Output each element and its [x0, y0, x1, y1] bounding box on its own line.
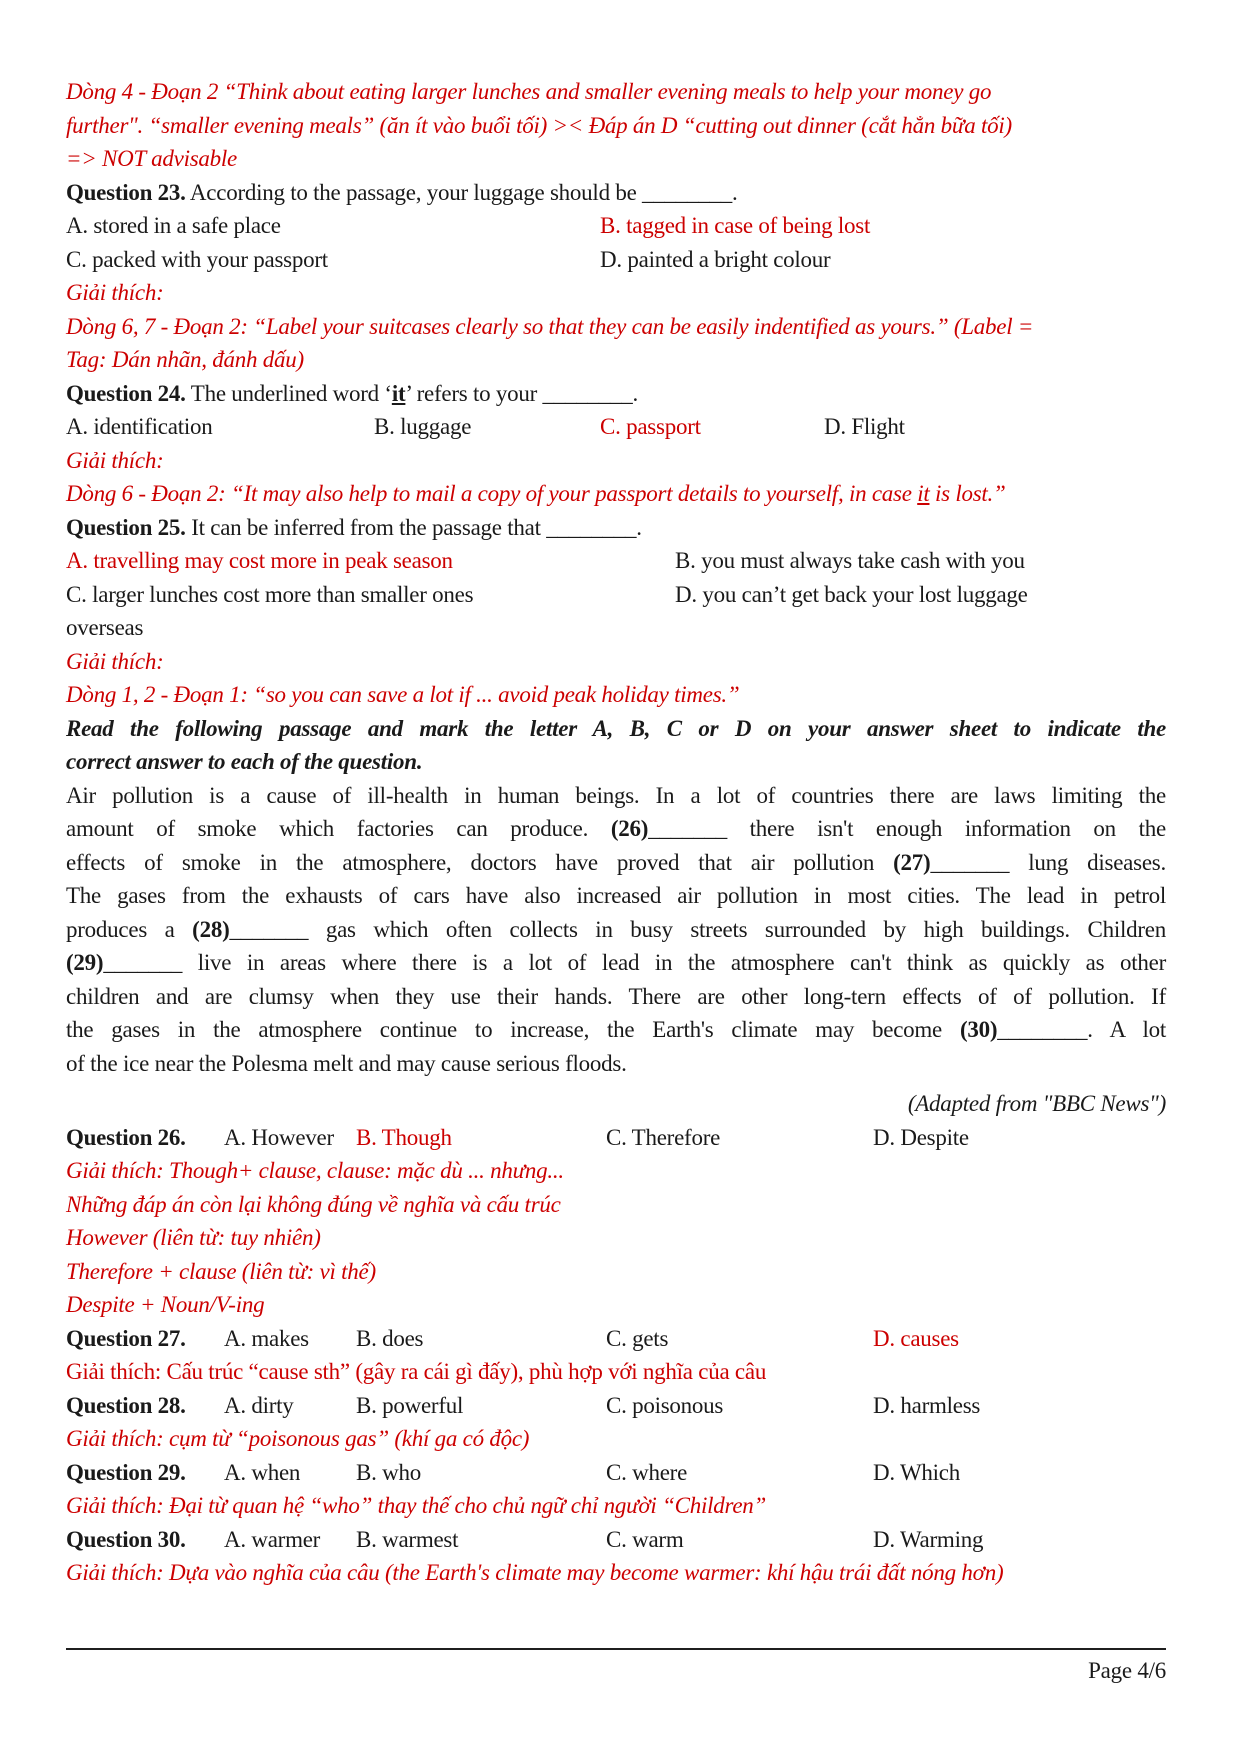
text-line — [66, 1047, 1166, 1081]
question-30-row — [66, 1523, 1166, 1557]
text-line: Despite + Noun/V-ing — [66, 1292, 265, 1317]
question-23-text: According to the passage, your luggage should be ________. — [185, 179, 738, 205]
question-28-row — [66, 1389, 1166, 1423]
text-line: Dòng 6, 7 - Đoạn 2: “Label your suitcases clearly so that they can be easily indentified as yours.” (Label = — [66, 313, 1034, 339]
text-line — [66, 1013, 1166, 1047]
text-segment: (27) — [893, 849, 931, 875]
option-b: B. does — [356, 1325, 424, 1351]
explanation-text-pre: Dòng 6 - Đoạn 2: “It may also help to mail a copy of your passport details to yourself, in case — [66, 481, 918, 506]
text-segment: the gases in the atmosphere continue to increase, the Earth's climate may become — [66, 1017, 960, 1042]
text-segment: _______ live in areas where there is a lot of lead in the atmosphere can't think as quickly as other — [103, 950, 1166, 975]
explanation-title: Giải thích: — [66, 648, 164, 674]
question-27-row — [66, 1322, 1166, 1356]
question-25-option-continuation: overseas — [66, 615, 144, 640]
question-24-text-pre: The underlined word ‘ — [185, 380, 392, 406]
question-24-text-post: ’ refers to your ________. — [405, 380, 638, 406]
option-d: D. Which — [873, 1459, 961, 1485]
text-line — [66, 946, 1166, 980]
question-29-label: Question 29. — [66, 1459, 186, 1485]
question-30-explanation: Giải thích: Dựa vào nghĩa của câu (the Earth's climate may become warmer: khí hậu trái đất nóng hơn) — [66, 1560, 1004, 1585]
option-c: C. where — [606, 1459, 688, 1485]
text-segment: _______ lung diseases. — [930, 849, 1166, 875]
text-line: Giải thích: Though+ clause, clause: mặc dù ... nhưng... — [66, 1158, 564, 1183]
option-a: A. However — [224, 1124, 334, 1150]
text-segment: amount of smoke which factories can produce. — [66, 816, 611, 841]
question-24-explanation — [66, 477, 1166, 511]
text-segment: of the ice near the Polesma melt and may cause serious floods. — [66, 1050, 627, 1076]
question-25-label: Question 25. — [66, 514, 186, 540]
q22-note — [66, 75, 1166, 176]
page-number: Page 4/6 — [1088, 1658, 1166, 1683]
reading-instruction — [66, 712, 1166, 779]
underlined-word: it — [391, 380, 406, 406]
text-line — [66, 812, 1166, 846]
question-28-label: Question 28. — [66, 1392, 186, 1418]
option-c: C. warm — [606, 1526, 684, 1552]
option-b: B. luggage — [374, 414, 472, 439]
option-d: D. Warming — [873, 1526, 984, 1552]
text-segment: (28) — [192, 916, 230, 942]
question-25-explanation: Dòng 1, 2 - Đoạn 1: “so you can save a lot if ... avoid peak holiday times.” — [66, 682, 740, 707]
text-segment: ________. A lot — [997, 1017, 1166, 1042]
text-line — [66, 879, 1166, 913]
option-d: D. harmless — [873, 1392, 981, 1418]
option-c: C. poisonous — [606, 1392, 724, 1418]
underlined-word: it — [917, 481, 930, 506]
explanation-title: Giải thích: — [66, 280, 164, 305]
text-segment: _______ there isn't enough information on the — [648, 816, 1166, 841]
text-line: However (liên từ: tuy nhiên) — [66, 1225, 321, 1250]
text-line: Dòng 4 - Đoạn 2 “Think about eating larger lunches and smaller evening meals to help your money go — [66, 79, 992, 104]
explanation-title: Giải thích: — [66, 447, 164, 473]
text-line: Những đáp án còn lại không đúng về nghĩa và cấu trúc — [66, 1191, 561, 1217]
question-26-explanation — [66, 1154, 1166, 1322]
content — [66, 75, 1166, 1590]
text-segment: effects of smoke in the atmosphere, doctors have proved that air pollution — [66, 849, 894, 875]
question-27-label: Question 27. — [66, 1325, 186, 1351]
text-line: correct answer to each of the question. — [66, 749, 423, 774]
question-23-stem — [66, 176, 1166, 210]
option-a: A. dirty — [224, 1392, 294, 1418]
question-29-explanation: Giải thích: Đại từ quan hệ “who” thay thế cho chủ ngữ chỉ người “Children” — [66, 1493, 767, 1518]
question-23-explanation — [66, 310, 1166, 377]
text-segment: _______ gas which often collects in busy streets surrounded by high buildings. Children — [229, 916, 1166, 942]
option-b: B. warmest — [356, 1526, 459, 1552]
question-25-options-row-1 — [66, 544, 1166, 578]
option-a: A. stored in a safe place — [66, 213, 281, 238]
question-23-options-row-2 — [66, 243, 1166, 277]
option-a: A. warmer — [224, 1526, 321, 1552]
question-25-options-row-2 — [66, 578, 1166, 612]
question-29-row — [66, 1456, 1166, 1490]
text-segment: children and are clumsy when they use their hands. There are other long-tern effects of of pollution. If — [66, 983, 1166, 1009]
question-28-explanation: Giải thích: cụm từ “poisonous gas” (khí ga có độc) — [66, 1426, 530, 1451]
text-line — [66, 980, 1166, 1014]
question-24-label: Question 24. — [66, 380, 186, 406]
option-b: B. who — [356, 1459, 421, 1485]
text-segment: Air pollution is a cause of ill-health in human beings. In a lot of countries there are laws limiting the — [66, 782, 1166, 808]
question-24-stem — [66, 377, 1166, 411]
explanation-text-post: is lost.” — [929, 481, 1006, 506]
text-line — [66, 913, 1166, 947]
text-segment: produces a — [66, 916, 193, 942]
question-30-label: Question 30. — [66, 1526, 186, 1552]
option-a: A. makes — [224, 1325, 309, 1351]
option-b-answer: B. Though — [356, 1124, 452, 1150]
text-line: Tag: Dán nhãn, đánh dấu) — [66, 347, 304, 372]
text-line: => NOT advisable — [66, 146, 238, 171]
question-24-options-row — [66, 410, 1166, 444]
text-line: Read the following passage and mark the letter A, B, C or D on your answer sheet to indicate the — [66, 715, 1166, 741]
text-line — [66, 779, 1166, 813]
option-c: C. packed with your passport — [66, 246, 328, 272]
option-d: D. you can’t get back your lost luggage — [675, 581, 1028, 607]
text-segment: (29) — [66, 950, 104, 975]
option-c: C. Therefore — [606, 1124, 721, 1150]
passage-source: (Adapted from "BBC News") — [907, 1091, 1166, 1116]
option-c: C. gets — [606, 1325, 669, 1351]
question-26-label: Question 26. — [66, 1124, 186, 1150]
question-25-stem — [66, 511, 1166, 545]
question-26-row — [66, 1121, 1166, 1155]
option-a: A. identification — [66, 414, 213, 439]
text-segment: (30) — [959, 1017, 998, 1042]
question-23-label: Question 23. — [66, 179, 186, 205]
text-segment: The gases from the exhausts of cars have also increased air pollution in most cities. The lead in petrol — [66, 883, 1166, 908]
page-footer — [66, 1648, 1166, 1688]
option-d: D. Despite — [873, 1124, 969, 1150]
option-a: A. when — [224, 1459, 301, 1485]
question-27-explanation: Giải thích: Cấu trúc “cause sth” (gây ra cái gì đấy), phù hợp với nghĩa của câu — [66, 1359, 767, 1384]
text-line — [66, 846, 1166, 880]
option-c: C. larger lunches cost more than smaller ones — [66, 581, 474, 607]
option-a-answer: A. travelling may cost more in peak season — [66, 548, 453, 573]
option-d: D. Flight — [824, 414, 905, 439]
text-line: further". “smaller evening meals” (ăn ít vào buổi tối) >< Đáp án D “cutting out dinner (cắt hẳn bữa tối) — [66, 112, 1012, 138]
question-23-options-row-1 — [66, 209, 1166, 243]
question-25-text: It can be inferred from the passage that ________. — [185, 514, 642, 540]
text-segment: (26) — [610, 816, 649, 841]
option-b-answer: B. tagged in case of being lost — [600, 213, 871, 238]
option-d: D. painted a bright colour — [600, 246, 831, 272]
reading-passage — [66, 779, 1166, 1081]
option-d-answer: D. causes — [873, 1325, 959, 1351]
option-c-answer: C. passport — [600, 414, 701, 439]
option-b: B. powerful — [356, 1392, 464, 1418]
text-line: Therefore + clause (liên từ: vì thế) — [66, 1258, 376, 1284]
option-b: B. you must always take cash with you — [675, 548, 1025, 573]
